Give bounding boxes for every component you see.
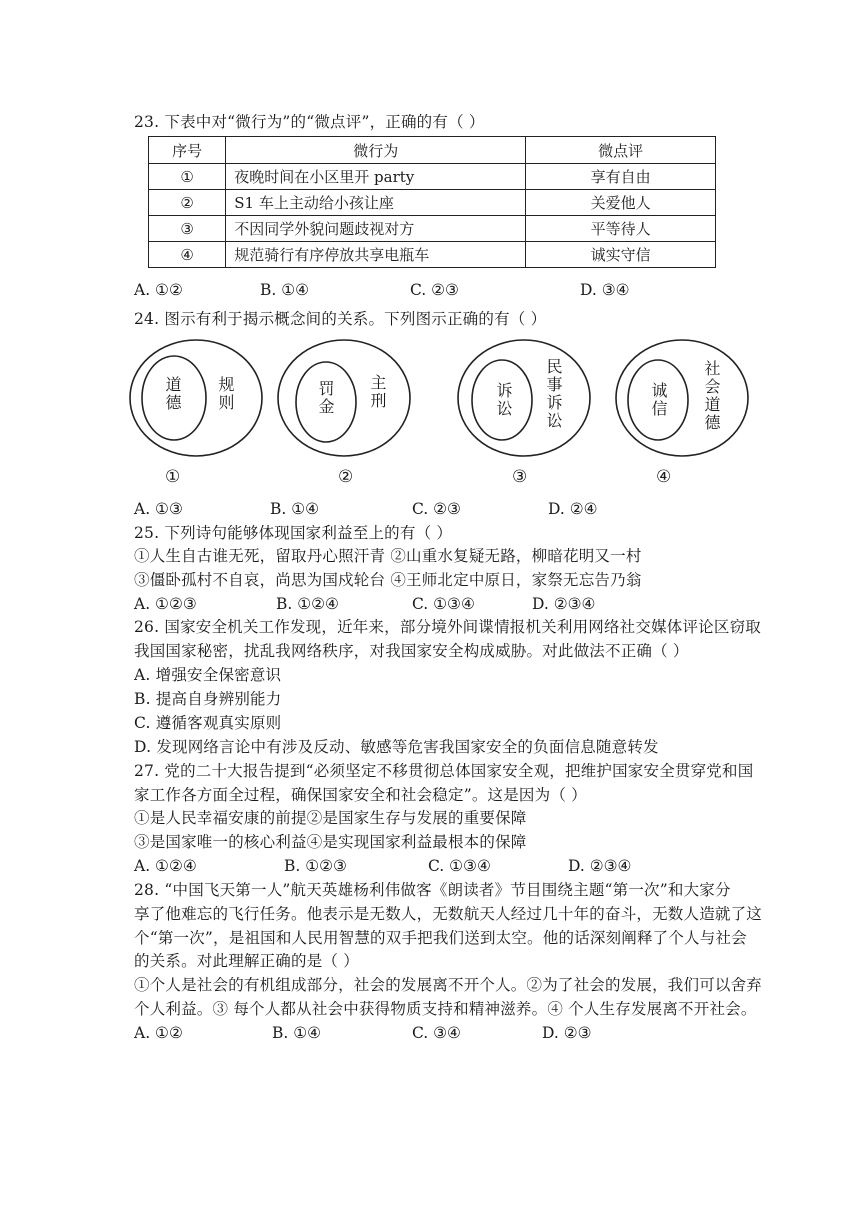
diagram-4-inner-label: 诚信 — [649, 382, 668, 418]
option-b[interactable]: B. ①②④ — [276, 595, 339, 613]
q26-option-c[interactable]: C. 遵循客观真实原则 — [134, 714, 282, 732]
table-row — [149, 242, 716, 268]
diagram-1-number: ① — [165, 467, 181, 487]
q24-stem: 24. 图示有利于揭示概念间的关系。下列图示正确的有（ ） — [134, 310, 547, 328]
option-a[interactable]: A. ①②③ — [134, 595, 197, 613]
option-d[interactable]: D. ②③④ — [568, 857, 632, 875]
diagram-2-circles — [276, 338, 412, 458]
q25-line-1: ①人生自古谁无死，留取丹心照汗青 ②山重水复疑无路，柳暗花明又一村 — [134, 547, 642, 565]
diagram-1-outer-label: 规则 — [216, 376, 235, 412]
q28-line-3: 个“第一次”，是祖国和人民用智慧的双手把我们送到太空。他的话深刻阐释了个人与社会 — [134, 929, 747, 947]
table-row — [149, 164, 716, 190]
diagram-2-outer-label: 主刑 — [368, 374, 387, 410]
table-row — [149, 216, 716, 242]
q27-line-3: ①是人民幸福安康的前提②是国家生存与发展的重要保障 — [134, 809, 527, 827]
diagram-1 — [128, 338, 264, 458]
row-comment: 诚实守信 — [526, 242, 716, 268]
option-c[interactable]: C. ②③ — [410, 281, 459, 299]
option-a[interactable]: A. ①② — [134, 281, 183, 299]
q27-line-1: 27. 党的二十大报告提到“必须坚定不移贯彻总体国家安全观，把维护国家安全贯穿党和国 — [134, 762, 754, 780]
diagram-3-inner-label: 诉讼 — [494, 382, 513, 418]
diagram-2-number: ② — [338, 467, 354, 487]
row-behavior: 夜晚时间在小区里开 party — [226, 164, 526, 190]
diagram-1-inner-label: 道德 — [163, 376, 182, 412]
q25-line-2: ③僵卧孤村不自哀，尚思为国戍轮台 ④王师北定中原日，家祭无忘告乃翁 — [134, 571, 642, 589]
diagram-4-number: ④ — [656, 467, 672, 487]
diagram-1-circles — [128, 338, 264, 458]
q27-line-4: ③是国家唯一的核心利益④是实现国家利益最根本的保障 — [134, 833, 527, 851]
row-behavior: S1 车上主动给小孩让座 — [226, 190, 526, 216]
option-d[interactable]: D. ②③④ — [532, 595, 596, 613]
row-comment: 关爱他人 — [526, 190, 716, 216]
option-c[interactable]: C. ①③④ — [428, 857, 491, 875]
q27-line-2: 家工作各方面全过程，确保国家安全和社会稳定”。这是因为（ ） — [134, 786, 587, 804]
q28-line-6: 个人利益。③ 每个人都从社会中获得物质支持和精神滋养。④ 个人生存发展离不开社会。 — [134, 1000, 757, 1018]
q28-line-2: 享了他难忘的飞行任务。他表示是无数人，无数航天人经过几十年的奋斗，无数人造就了这 — [134, 905, 763, 923]
option-b[interactable]: B. ①②③ — [284, 857, 347, 875]
option-b[interactable]: B. ①④ — [260, 281, 310, 299]
q28-line-1: 28. “中国飞天第一人”航天英雄杨利伟做客《朗读者》节目围绕主题“第一次”和大家分 — [134, 881, 731, 899]
diagram-3-circles — [456, 338, 592, 458]
diagram-4 — [614, 338, 750, 458]
q25-stem: 25. 下列诗句能够体现国家利益至上的有（ ） — [134, 524, 453, 542]
option-c[interactable]: C. ③④ — [412, 1024, 461, 1042]
diagram-3-number: ③ — [512, 467, 528, 487]
option-b[interactable]: B. ①④ — [272, 1024, 322, 1042]
option-d[interactable]: D. ②③ — [542, 1024, 592, 1042]
option-a[interactable]: A. ①②④ — [134, 857, 197, 875]
header-number: 序号 — [149, 137, 226, 164]
diagram-3 — [456, 338, 592, 458]
diagram-4-outer-label: 社会道德 — [702, 360, 721, 432]
header-comment: 微点评 — [526, 137, 716, 164]
diagram-2 — [276, 338, 412, 458]
q26-line-1: 26. 国家安全机关工作发现，近年来，部分境外间谍情报机关利用网络社交媒体评论区窃取 — [134, 618, 761, 636]
diagram-2-inner-label: 罚金 — [316, 380, 335, 416]
header-behavior: 微行为 — [226, 137, 526, 164]
q28-line-5: ①个人是社会的有机组成部分，社会的发展离不开个人。②为了社会的发展，我们可以舍弃 — [134, 976, 763, 994]
row-number: ④ — [149, 242, 226, 268]
row-behavior: 不因同学外貌问题歧视对方 — [226, 216, 526, 242]
option-d[interactable]: D. ③④ — [580, 281, 630, 299]
row-number: ① — [149, 164, 226, 190]
q26-option-d[interactable]: D. 发现网络言论中有涉及反动、敏感等危害我国家安全的负面信息随意转发 — [134, 738, 659, 756]
q26-option-b[interactable]: B. 提高自身辨别能力 — [134, 690, 282, 708]
option-b[interactable]: B. ①④ — [270, 500, 320, 518]
q23-stem: 23. 下表中对“微行为”的“微点评”，正确的有（ ） — [134, 113, 485, 131]
q26-line-2: 我国国家秘密，扰乱我网络秩序，对我国家安全构成威胁。对此做法不正确（ ） — [134, 642, 689, 660]
row-number: ③ — [149, 216, 226, 242]
option-c[interactable]: C. ②③ — [412, 500, 461, 518]
q28-line-4: 的关系。对此理解正确的是（ ） — [134, 952, 359, 970]
diagram-3-outer-label: 民事诉讼 — [544, 358, 563, 430]
q26-option-a[interactable]: A. 增强安全保密意识 — [134, 666, 282, 684]
option-c[interactable]: C. ①③④ — [412, 595, 475, 613]
option-d[interactable]: D. ②④ — [548, 500, 598, 518]
row-comment: 享有自由 — [526, 164, 716, 190]
option-a[interactable]: A. ①③ — [134, 500, 183, 518]
table-header-row — [149, 137, 716, 164]
row-comment: 平等待人 — [526, 216, 716, 242]
q23-table — [148, 136, 716, 268]
diagram-4-circles — [614, 338, 750, 458]
row-number: ② — [149, 190, 226, 216]
table-row — [149, 190, 716, 216]
option-a[interactable]: A. ①② — [134, 1024, 183, 1042]
row-behavior: 规范骑行有序停放共享电瓶车 — [226, 242, 526, 268]
